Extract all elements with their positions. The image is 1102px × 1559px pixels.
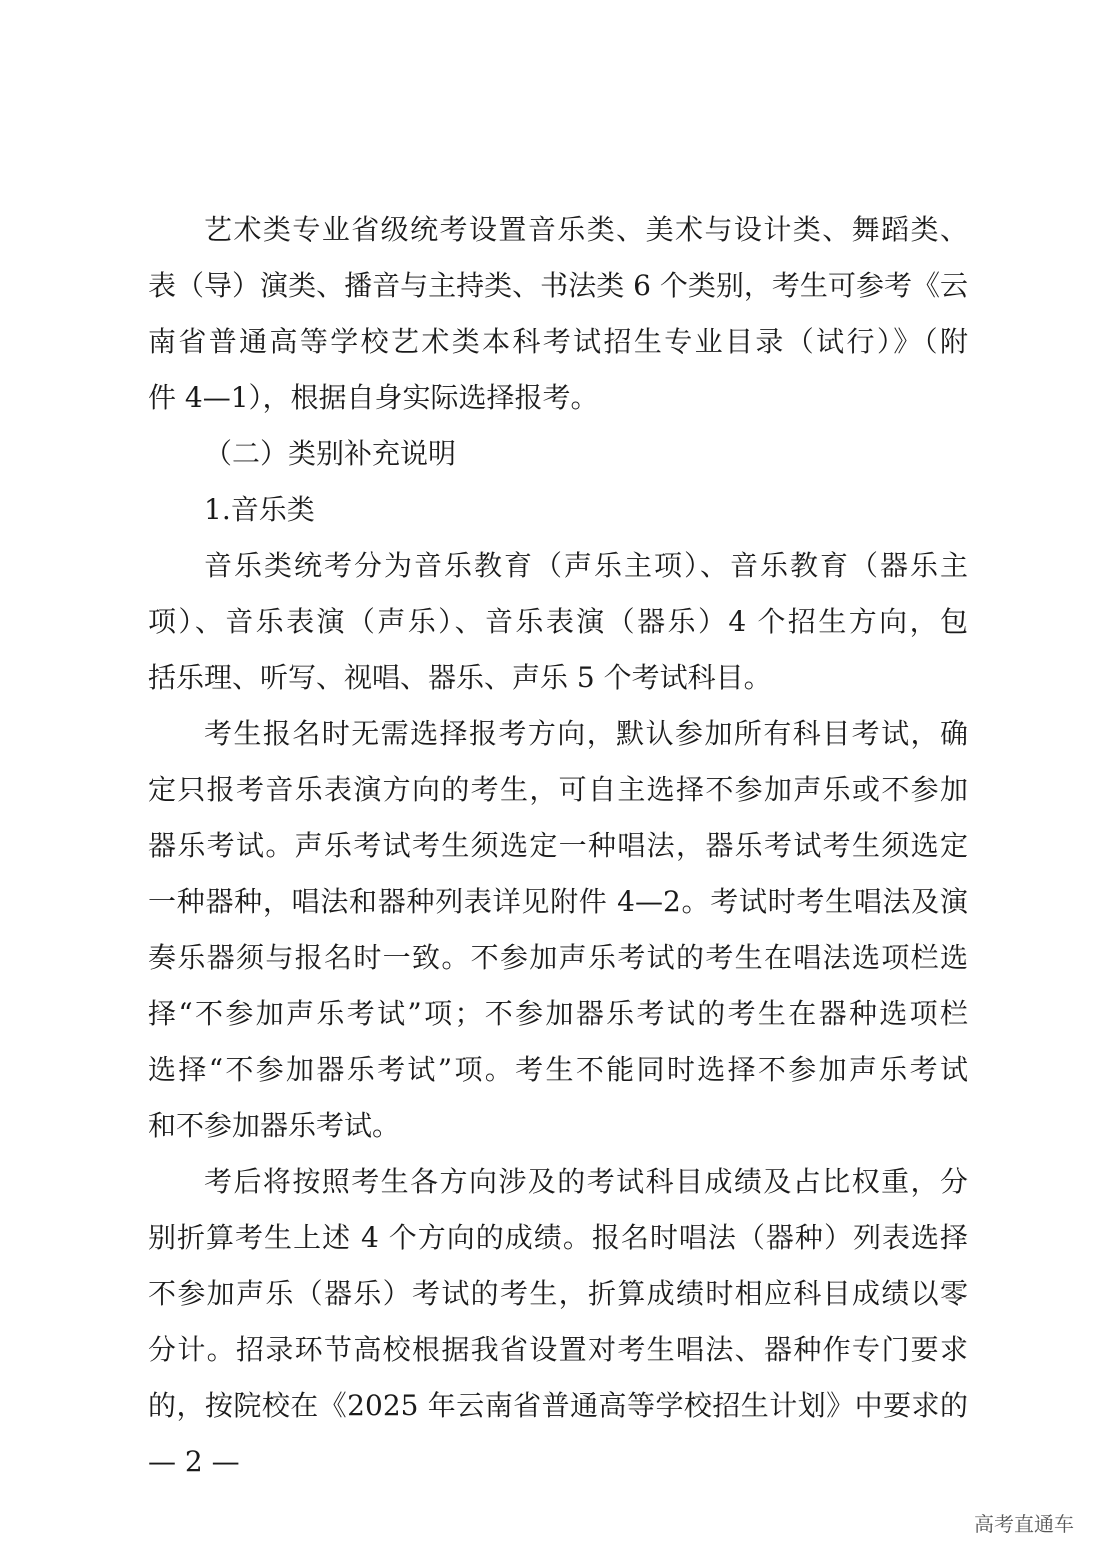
paragraph-line: 择“不参加声乐考试”项；不参加器乐考试的考生在器种选项栏 (148, 997, 968, 1030)
paragraph-line: 别折算考生上述 4 个方向的成绩。报名时唱法（器种）列表选择 (148, 1221, 968, 1254)
paragraph-line: 分计。招录环节高校根据我省设置对考生唱法、器种作专门要求 (148, 1333, 968, 1366)
paragraph-line: 奏乐器须与报名时一致。不参加声乐考试的考生在唱法选项栏选 (148, 941, 968, 974)
paragraph-line: 考生报名时无需选择报考方向，默认参加所有科目考试，确 (204, 717, 968, 750)
paragraph-line: 器乐考试。声乐考试考生须选定一种唱法，器乐考试考生须选定 (148, 829, 968, 862)
paragraph-line: 艺术类专业省级统考设置音乐类、美术与设计类、舞蹈类、 (204, 213, 968, 246)
paragraph-line: 一种器种，唱法和器种列表详见附件 4—2。考试时考生唱法及演 (148, 885, 968, 918)
section-heading: （二）类别补充说明 (204, 437, 457, 470)
paragraph-line: 和不参加器乐考试。 (148, 1109, 401, 1142)
page-number: — 2 — (148, 1445, 240, 1478)
watermark: 高考直通车 (974, 1512, 1074, 1536)
subsection-heading: 1.音乐类 (204, 493, 315, 526)
paragraph-line: 项）、音乐表演（声乐）、音乐表演（器乐）4 个招生方向，包 (148, 605, 968, 638)
paragraph-line: 选择“不参加器乐考试”项。考生不能同时选择不参加声乐考试 (148, 1053, 968, 1086)
paragraph-line: 不参加声乐（器乐）考试的考生，折算成绩时相应科目成绩以零 (148, 1277, 968, 1310)
paragraph-line: 括乐理、听写、视唱、器乐、声乐 5 个考试科目。 (148, 661, 772, 694)
paragraph-line: 音乐类统考分为音乐教育（声乐主项）、音乐教育（器乐主 (204, 549, 968, 582)
paragraph-line: 定只报考音乐表演方向的考生，可自主选择不参加声乐或不参加 (148, 773, 968, 806)
paragraph-line: 的，按院校在《2025 年云南省普通高等学校招生计划》中要求的 (148, 1389, 968, 1422)
paragraph-line: 考后将按照考生各方向涉及的考试科目成绩及占比权重，分 (204, 1165, 968, 1198)
paragraph-line: 表（导）演类、播音与主持类、书法类 6 个类别，考生可参考《云 (148, 269, 968, 302)
paragraph-line: 件 4—1），根据自身实际选择报考。 (148, 381, 599, 414)
paragraph-line: 南省普通高等学校艺术类本科考试招生专业目录（试行）》（附 (148, 325, 968, 358)
